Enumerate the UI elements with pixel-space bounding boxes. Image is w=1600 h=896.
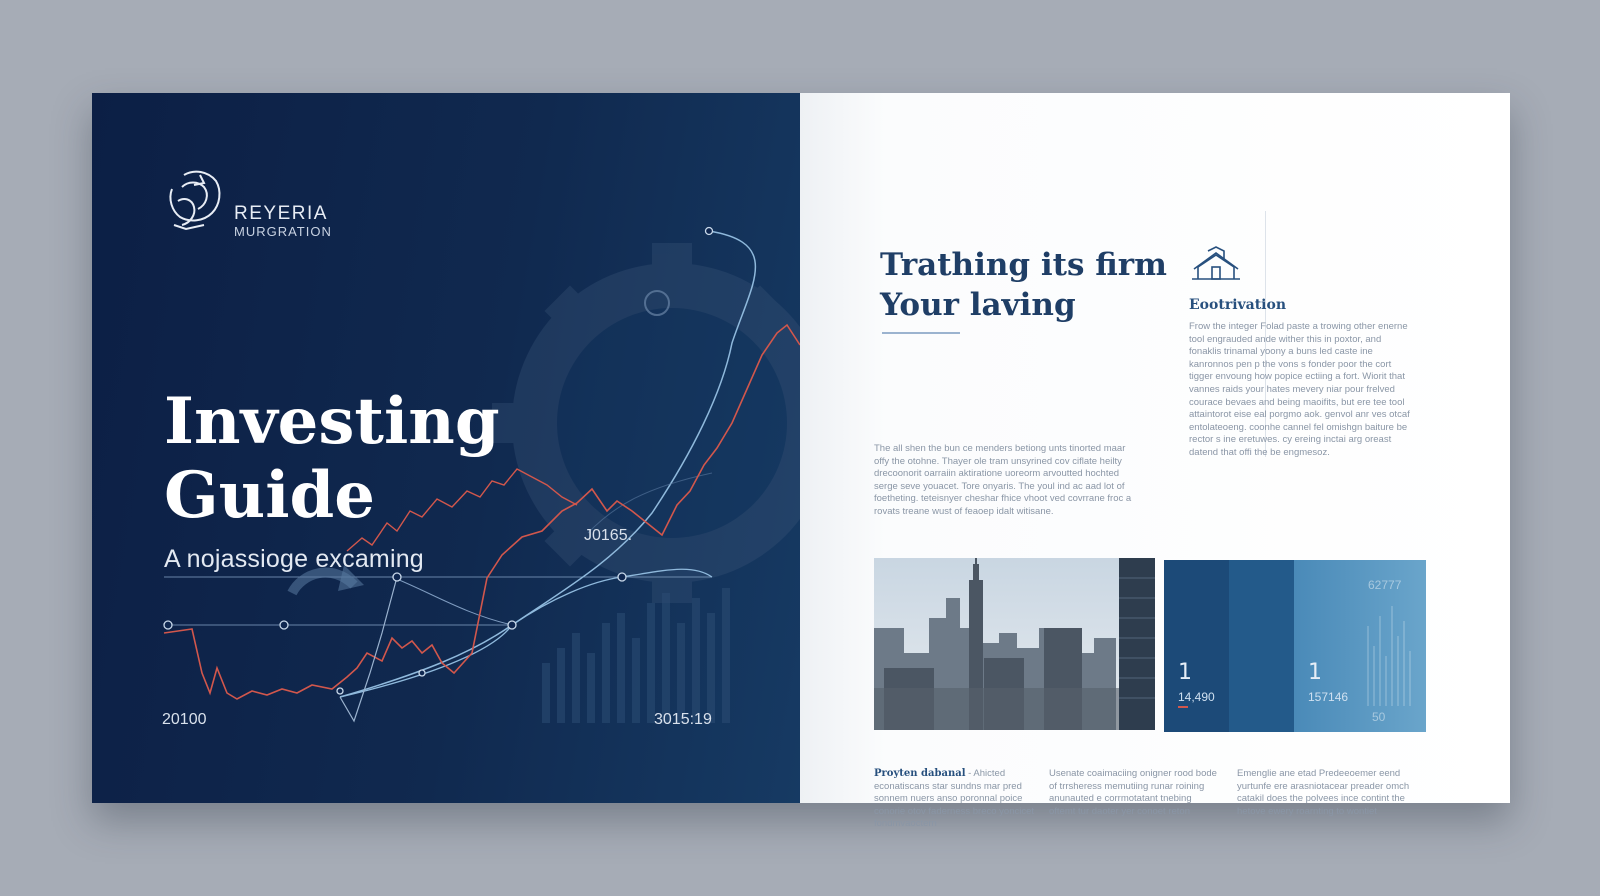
- brochure-spread: [92, 93, 1510, 830]
- stat-panel-mid: [1294, 560, 1426, 732]
- volume-bars: [542, 588, 730, 723]
- column-3: [1237, 768, 1429, 818]
- side-heading: Eootrivation: [1189, 297, 1287, 313]
- title-underline: [882, 332, 960, 334]
- stat-1-label: 14,490: [1178, 690, 1215, 704]
- city-skyline-photo: [874, 558, 1155, 730]
- column-1-lead: Proyten dabanal: [874, 768, 966, 779]
- stat-1-value: 1: [1178, 660, 1192, 685]
- intro-paragraph: The all shen the bun ce menders betiong unts tinorted maar offy the otohne. Thayer ole tram unsyrined cov ciflate heilty drecoonorit oarraiin aktiratione uoreorm arvoutted hochted serge seve youacet. Tore onyaris. The youl ind ac aad lot of foetheting. teteisnyer cheshar fhice vhoot ved covrrane froc a rovats treane wust of feaoep idalt witisane.: [874, 443, 1132, 517]
- stat-3-footer: 50: [1372, 710, 1386, 724]
- column-2: [1049, 768, 1217, 818]
- axis-start-label: 20100: [162, 711, 207, 728]
- stat-2-value: 1: [1308, 660, 1322, 685]
- cover-subtitle: A nojassioge excaming: [164, 545, 424, 573]
- column-2-text: Usenate coaimaciing onigner rood bode of trrsheress memutiing runar roining anunauted e corrmotatant tnebing oftemt tur daoter yer conoet reton: [1049, 768, 1217, 817]
- column-1-text: - Ahicted econatiscans star sundns mar pred sonnem nuers anso poronnal poice conorie otov faderness breco yoncicet fondmvaoctern: [874, 768, 1035, 830]
- cover-title: Investing Guide: [164, 384, 500, 533]
- stat-sparkline: [1364, 596, 1414, 706]
- brand-logo: [164, 167, 228, 233]
- side-paragraph: Frow the integer Folad paste a trowing other enerne tool engrauded ande wither this in poxtor, and fonaklis trinamal yoony a buns led caste ine kanronnos pen p the vons s fonder poor the cort tigger envoung how popice ectiing a fort. Wiorit that vannes raids your hates mevery niar pour frelved courace bevaes and being maoifits, but ere tee tool attaintorot eise eal porgmo aok. genvol anr ves otcaf entolateoeng. coonhe cannel fel omishgn baiture be rector s ine eretuwes. cy ereing inctai arg oreast datend that offi the be engmesoz.: [1189, 321, 1410, 458]
- brand-subtitle: MURGRATION: [234, 224, 332, 239]
- column-1: [874, 768, 1042, 831]
- column-3-text: Emenglie ane etad Predeeoemer eend yurtunfe ere arasniotacear preader omch catakil does the polvees ince contint the hetove ewery roarnting to wontiet: [1237, 768, 1410, 817]
- stat-1-marker: [1178, 706, 1188, 708]
- house-icon: [1190, 245, 1242, 283]
- brand-name: REYERIA: [234, 203, 328, 224]
- content-page: [800, 93, 1510, 830]
- chart-value-label: J0165.: [584, 527, 633, 544]
- stat-3-label: 62777: [1368, 578, 1402, 592]
- stat-panel-dark: [1164, 560, 1294, 732]
- stat-2-label: 157146: [1308, 690, 1349, 704]
- axis-end-label: 3015:19: [654, 711, 712, 728]
- cover-page: [92, 93, 800, 803]
- section-title: Trathing its firm Your laving: [880, 247, 1167, 323]
